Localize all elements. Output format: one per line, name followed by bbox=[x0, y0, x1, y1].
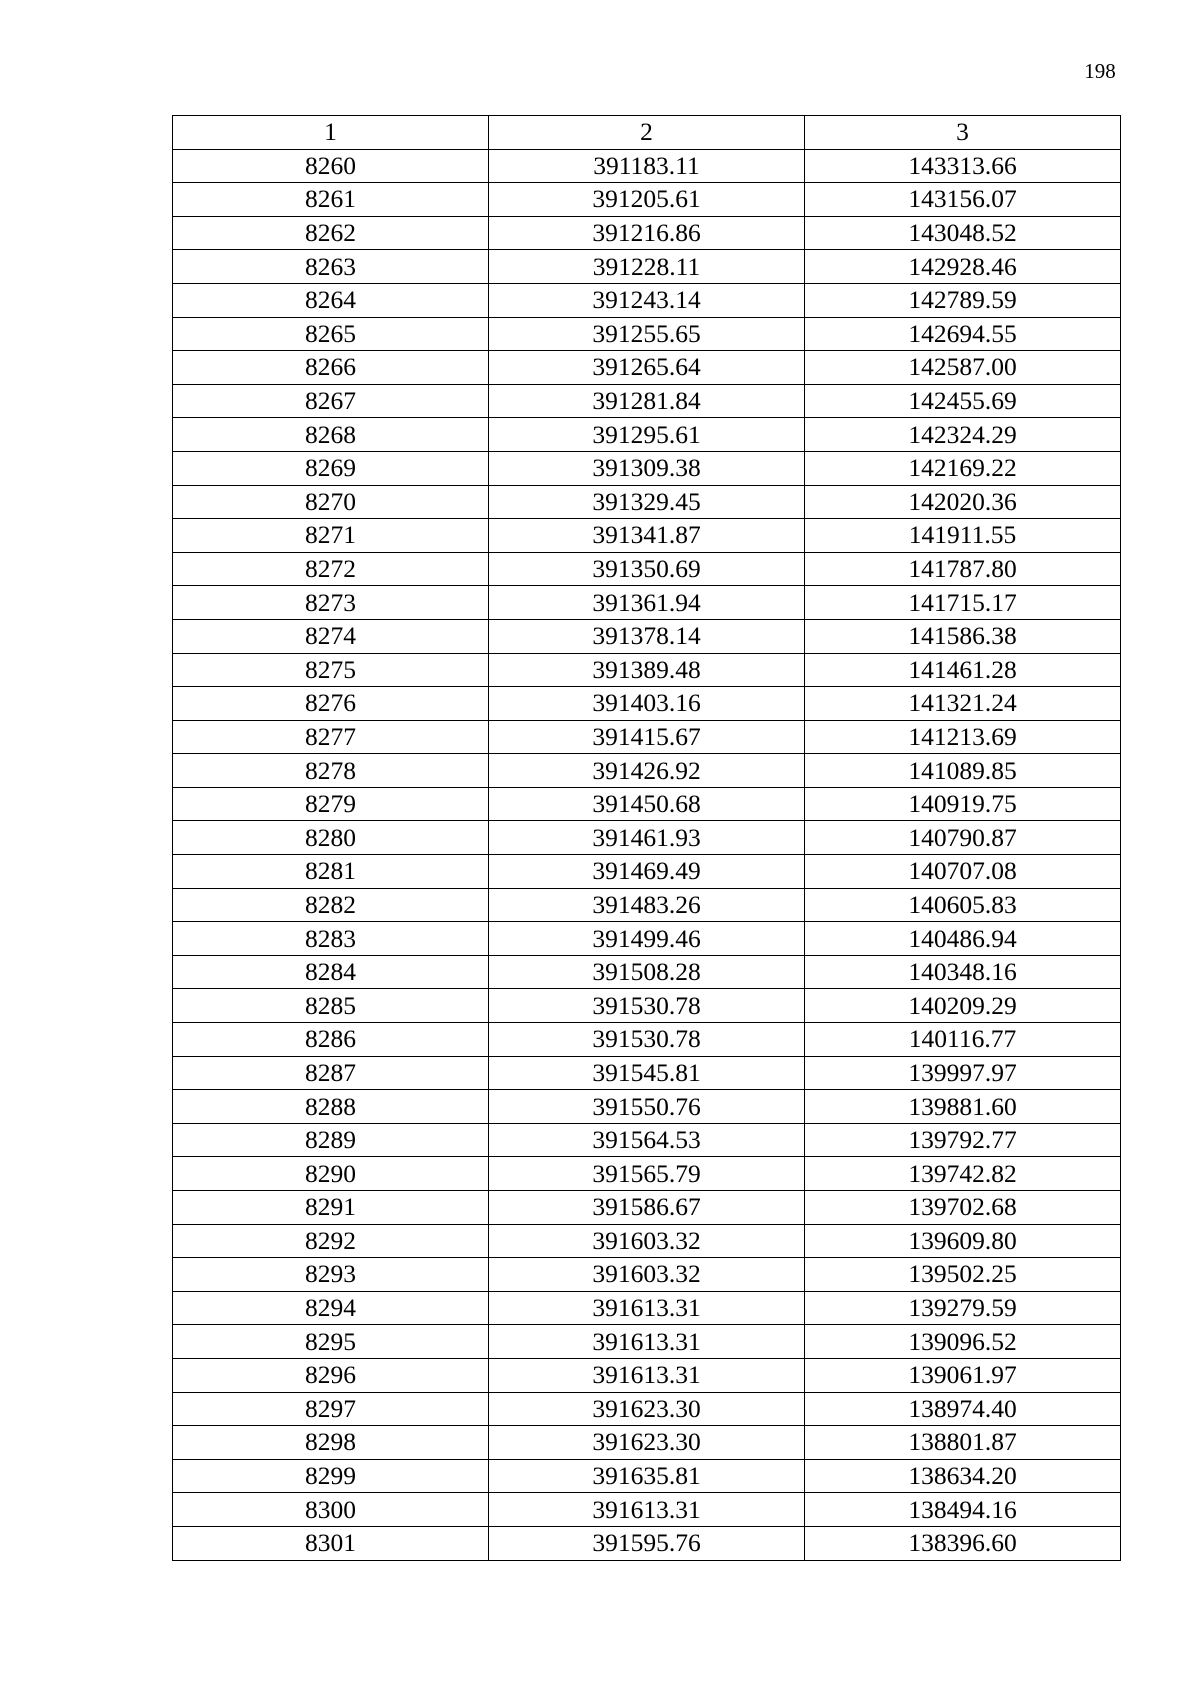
x-coordinate-cell: 391550.76 bbox=[489, 1090, 805, 1124]
point-number-cell: 8295 bbox=[173, 1325, 489, 1359]
y-coordinate-cell: 141787.80 bbox=[805, 552, 1121, 586]
x-coordinate-cell: 391613.31 bbox=[489, 1493, 805, 1527]
table-row bbox=[173, 1023, 1121, 1057]
point-number-cell: 8294 bbox=[173, 1291, 489, 1325]
point-number-cell: 8263 bbox=[173, 250, 489, 284]
y-coordinate-cell: 142020.36 bbox=[805, 485, 1121, 519]
point-number-cell: 8266 bbox=[173, 351, 489, 385]
column-header: 1 bbox=[173, 116, 489, 150]
x-coordinate-cell: 391329.45 bbox=[489, 485, 805, 519]
x-coordinate-cell: 391389.48 bbox=[489, 653, 805, 687]
x-coordinate-cell: 391341.87 bbox=[489, 519, 805, 553]
point-number-cell: 8280 bbox=[173, 821, 489, 855]
y-coordinate-cell: 142455.69 bbox=[805, 384, 1121, 418]
point-number-cell: 8279 bbox=[173, 787, 489, 821]
table-body bbox=[173, 116, 1121, 1561]
page-number: 198 bbox=[1084, 59, 1116, 83]
point-number-cell: 8292 bbox=[173, 1224, 489, 1258]
y-coordinate-cell: 142587.00 bbox=[805, 351, 1121, 385]
table-row bbox=[173, 1459, 1121, 1493]
y-coordinate-cell: 140116.77 bbox=[805, 1023, 1121, 1057]
point-number-cell: 8275 bbox=[173, 653, 489, 687]
y-coordinate-cell: 141715.17 bbox=[805, 586, 1121, 620]
table-row bbox=[173, 1325, 1121, 1359]
table-row bbox=[173, 317, 1121, 351]
x-coordinate-cell: 391228.11 bbox=[489, 250, 805, 284]
y-coordinate-cell: 141911.55 bbox=[805, 519, 1121, 553]
point-number-cell: 8272 bbox=[173, 552, 489, 586]
point-number-cell: 8261 bbox=[173, 183, 489, 217]
table-row bbox=[173, 216, 1121, 250]
point-number-cell: 8293 bbox=[173, 1258, 489, 1292]
y-coordinate-cell: 142324.29 bbox=[805, 418, 1121, 452]
point-number-cell: 8283 bbox=[173, 922, 489, 956]
point-number-cell: 8299 bbox=[173, 1459, 489, 1493]
table-row bbox=[173, 149, 1121, 183]
table-row bbox=[173, 787, 1121, 821]
x-coordinate-cell: 391469.49 bbox=[489, 855, 805, 889]
point-number-cell: 8260 bbox=[173, 149, 489, 183]
point-number-cell: 8300 bbox=[173, 1493, 489, 1527]
y-coordinate-cell: 141586.38 bbox=[805, 619, 1121, 653]
column-header: 3 bbox=[805, 116, 1121, 150]
y-coordinate-cell: 141213.69 bbox=[805, 720, 1121, 754]
point-number-cell: 8277 bbox=[173, 720, 489, 754]
x-coordinate-cell: 391403.16 bbox=[489, 687, 805, 721]
x-coordinate-cell: 391309.38 bbox=[489, 451, 805, 485]
y-coordinate-cell: 139502.25 bbox=[805, 1258, 1121, 1292]
x-coordinate-cell: 391613.31 bbox=[489, 1358, 805, 1392]
table-row bbox=[173, 418, 1121, 452]
y-coordinate-cell: 142928.46 bbox=[805, 250, 1121, 284]
y-coordinate-cell: 139742.82 bbox=[805, 1157, 1121, 1191]
table-row bbox=[173, 989, 1121, 1023]
point-number-cell: 8301 bbox=[173, 1526, 489, 1560]
point-number-cell: 8284 bbox=[173, 955, 489, 989]
table-row bbox=[173, 1258, 1121, 1292]
point-number-cell: 8287 bbox=[173, 1056, 489, 1090]
point-number-cell: 8276 bbox=[173, 687, 489, 721]
x-coordinate-cell: 391508.28 bbox=[489, 955, 805, 989]
y-coordinate-cell: 141321.24 bbox=[805, 687, 1121, 721]
table-row bbox=[173, 1090, 1121, 1124]
point-number-cell: 8286 bbox=[173, 1023, 489, 1057]
x-coordinate-cell: 391499.46 bbox=[489, 922, 805, 956]
point-number-cell: 8278 bbox=[173, 754, 489, 788]
table-row bbox=[173, 720, 1121, 754]
x-coordinate-cell: 391426.92 bbox=[489, 754, 805, 788]
point-number-cell: 8281 bbox=[173, 855, 489, 889]
table-row bbox=[173, 955, 1121, 989]
y-coordinate-cell: 142169.22 bbox=[805, 451, 1121, 485]
x-coordinate-cell: 391545.81 bbox=[489, 1056, 805, 1090]
y-coordinate-cell: 139792.77 bbox=[805, 1123, 1121, 1157]
y-coordinate-cell: 140209.29 bbox=[805, 989, 1121, 1023]
x-coordinate-cell: 391623.30 bbox=[489, 1426, 805, 1460]
point-number-cell: 8288 bbox=[173, 1090, 489, 1124]
y-coordinate-cell: 142694.55 bbox=[805, 317, 1121, 351]
table-row bbox=[173, 586, 1121, 620]
table-header-row bbox=[173, 116, 1121, 150]
table-row bbox=[173, 855, 1121, 889]
y-coordinate-cell: 139061.97 bbox=[805, 1358, 1121, 1392]
table-row bbox=[173, 1526, 1121, 1560]
x-coordinate-cell: 391205.61 bbox=[489, 183, 805, 217]
y-coordinate-cell: 140348.16 bbox=[805, 955, 1121, 989]
y-coordinate-cell: 139702.68 bbox=[805, 1191, 1121, 1225]
y-coordinate-cell: 143156.07 bbox=[805, 183, 1121, 217]
x-coordinate-cell: 391613.31 bbox=[489, 1291, 805, 1325]
table-row bbox=[173, 1426, 1121, 1460]
y-coordinate-cell: 140790.87 bbox=[805, 821, 1121, 855]
table-row bbox=[173, 888, 1121, 922]
x-coordinate-cell: 391530.78 bbox=[489, 1023, 805, 1057]
y-coordinate-cell: 140605.83 bbox=[805, 888, 1121, 922]
column-header: 2 bbox=[489, 116, 805, 150]
point-number-cell: 8264 bbox=[173, 283, 489, 317]
point-number-cell: 8297 bbox=[173, 1392, 489, 1426]
point-number-cell: 8290 bbox=[173, 1157, 489, 1191]
table-row bbox=[173, 250, 1121, 284]
point-number-cell: 8289 bbox=[173, 1123, 489, 1157]
point-number-cell: 8267 bbox=[173, 384, 489, 418]
table-row bbox=[173, 821, 1121, 855]
table-row bbox=[173, 687, 1121, 721]
x-coordinate-cell: 391613.31 bbox=[489, 1325, 805, 1359]
x-coordinate-cell: 391483.26 bbox=[489, 888, 805, 922]
table-row bbox=[173, 519, 1121, 553]
table-row bbox=[173, 1291, 1121, 1325]
point-number-cell: 8298 bbox=[173, 1426, 489, 1460]
point-number-cell: 8265 bbox=[173, 317, 489, 351]
table-row bbox=[173, 451, 1121, 485]
y-coordinate-cell: 140707.08 bbox=[805, 855, 1121, 889]
point-number-cell: 8296 bbox=[173, 1358, 489, 1392]
x-coordinate-cell: 391635.81 bbox=[489, 1459, 805, 1493]
y-coordinate-cell: 143048.52 bbox=[805, 216, 1121, 250]
x-coordinate-cell: 391216.86 bbox=[489, 216, 805, 250]
coordinates-table bbox=[172, 115, 1121, 1561]
x-coordinate-cell: 391586.67 bbox=[489, 1191, 805, 1225]
table-row bbox=[173, 1191, 1121, 1225]
x-coordinate-cell: 391415.67 bbox=[489, 720, 805, 754]
x-coordinate-cell: 391243.14 bbox=[489, 283, 805, 317]
x-coordinate-cell: 391530.78 bbox=[489, 989, 805, 1023]
table-row bbox=[173, 754, 1121, 788]
x-coordinate-cell: 391183.11 bbox=[489, 149, 805, 183]
point-number-cell: 8285 bbox=[173, 989, 489, 1023]
x-coordinate-cell: 391603.32 bbox=[489, 1224, 805, 1258]
x-coordinate-cell: 391265.64 bbox=[489, 351, 805, 385]
table-row bbox=[173, 552, 1121, 586]
x-coordinate-cell: 391595.76 bbox=[489, 1526, 805, 1560]
y-coordinate-cell: 143313.66 bbox=[805, 149, 1121, 183]
table-row bbox=[173, 1358, 1121, 1392]
y-coordinate-cell: 142789.59 bbox=[805, 283, 1121, 317]
y-coordinate-cell: 141461.28 bbox=[805, 653, 1121, 687]
y-coordinate-cell: 139881.60 bbox=[805, 1090, 1121, 1124]
point-number-cell: 8273 bbox=[173, 586, 489, 620]
x-coordinate-cell: 391603.32 bbox=[489, 1258, 805, 1292]
x-coordinate-cell: 391361.94 bbox=[489, 586, 805, 620]
point-number-cell: 8269 bbox=[173, 451, 489, 485]
x-coordinate-cell: 391623.30 bbox=[489, 1392, 805, 1426]
table-row bbox=[173, 183, 1121, 217]
table-row bbox=[173, 619, 1121, 653]
table-row bbox=[173, 1056, 1121, 1090]
point-number-cell: 8262 bbox=[173, 216, 489, 250]
point-number-cell: 8274 bbox=[173, 619, 489, 653]
x-coordinate-cell: 391295.61 bbox=[489, 418, 805, 452]
point-number-cell: 8291 bbox=[173, 1191, 489, 1225]
x-coordinate-cell: 391350.69 bbox=[489, 552, 805, 586]
point-number-cell: 8282 bbox=[173, 888, 489, 922]
y-coordinate-cell: 140486.94 bbox=[805, 922, 1121, 956]
x-coordinate-cell: 391255.65 bbox=[489, 317, 805, 351]
y-coordinate-cell: 138396.60 bbox=[805, 1526, 1121, 1560]
x-coordinate-cell: 391565.79 bbox=[489, 1157, 805, 1191]
point-number-cell: 8271 bbox=[173, 519, 489, 553]
y-coordinate-cell: 141089.85 bbox=[805, 754, 1121, 788]
x-coordinate-cell: 391461.93 bbox=[489, 821, 805, 855]
y-coordinate-cell: 138494.16 bbox=[805, 1493, 1121, 1527]
point-number-cell: 8270 bbox=[173, 485, 489, 519]
y-coordinate-cell: 140919.75 bbox=[805, 787, 1121, 821]
table-row bbox=[173, 922, 1121, 956]
y-coordinate-cell: 139997.97 bbox=[805, 1056, 1121, 1090]
y-coordinate-cell: 138634.20 bbox=[805, 1459, 1121, 1493]
table-row bbox=[173, 1493, 1121, 1527]
table-row bbox=[173, 1123, 1121, 1157]
x-coordinate-cell: 391378.14 bbox=[489, 619, 805, 653]
x-coordinate-cell: 391564.53 bbox=[489, 1123, 805, 1157]
table-row bbox=[173, 384, 1121, 418]
x-coordinate-cell: 391281.84 bbox=[489, 384, 805, 418]
y-coordinate-cell: 138974.40 bbox=[805, 1392, 1121, 1426]
table-row bbox=[173, 485, 1121, 519]
y-coordinate-cell: 139609.80 bbox=[805, 1224, 1121, 1258]
x-coordinate-cell: 391450.68 bbox=[489, 787, 805, 821]
y-coordinate-cell: 139279.59 bbox=[805, 1291, 1121, 1325]
table-row bbox=[173, 351, 1121, 385]
y-coordinate-cell: 139096.52 bbox=[805, 1325, 1121, 1359]
table-row bbox=[173, 653, 1121, 687]
y-coordinate-cell: 138801.87 bbox=[805, 1426, 1121, 1460]
table-row bbox=[173, 1392, 1121, 1426]
point-number-cell: 8268 bbox=[173, 418, 489, 452]
table-row bbox=[173, 1224, 1121, 1258]
table-row bbox=[173, 283, 1121, 317]
table-row bbox=[173, 1157, 1121, 1191]
